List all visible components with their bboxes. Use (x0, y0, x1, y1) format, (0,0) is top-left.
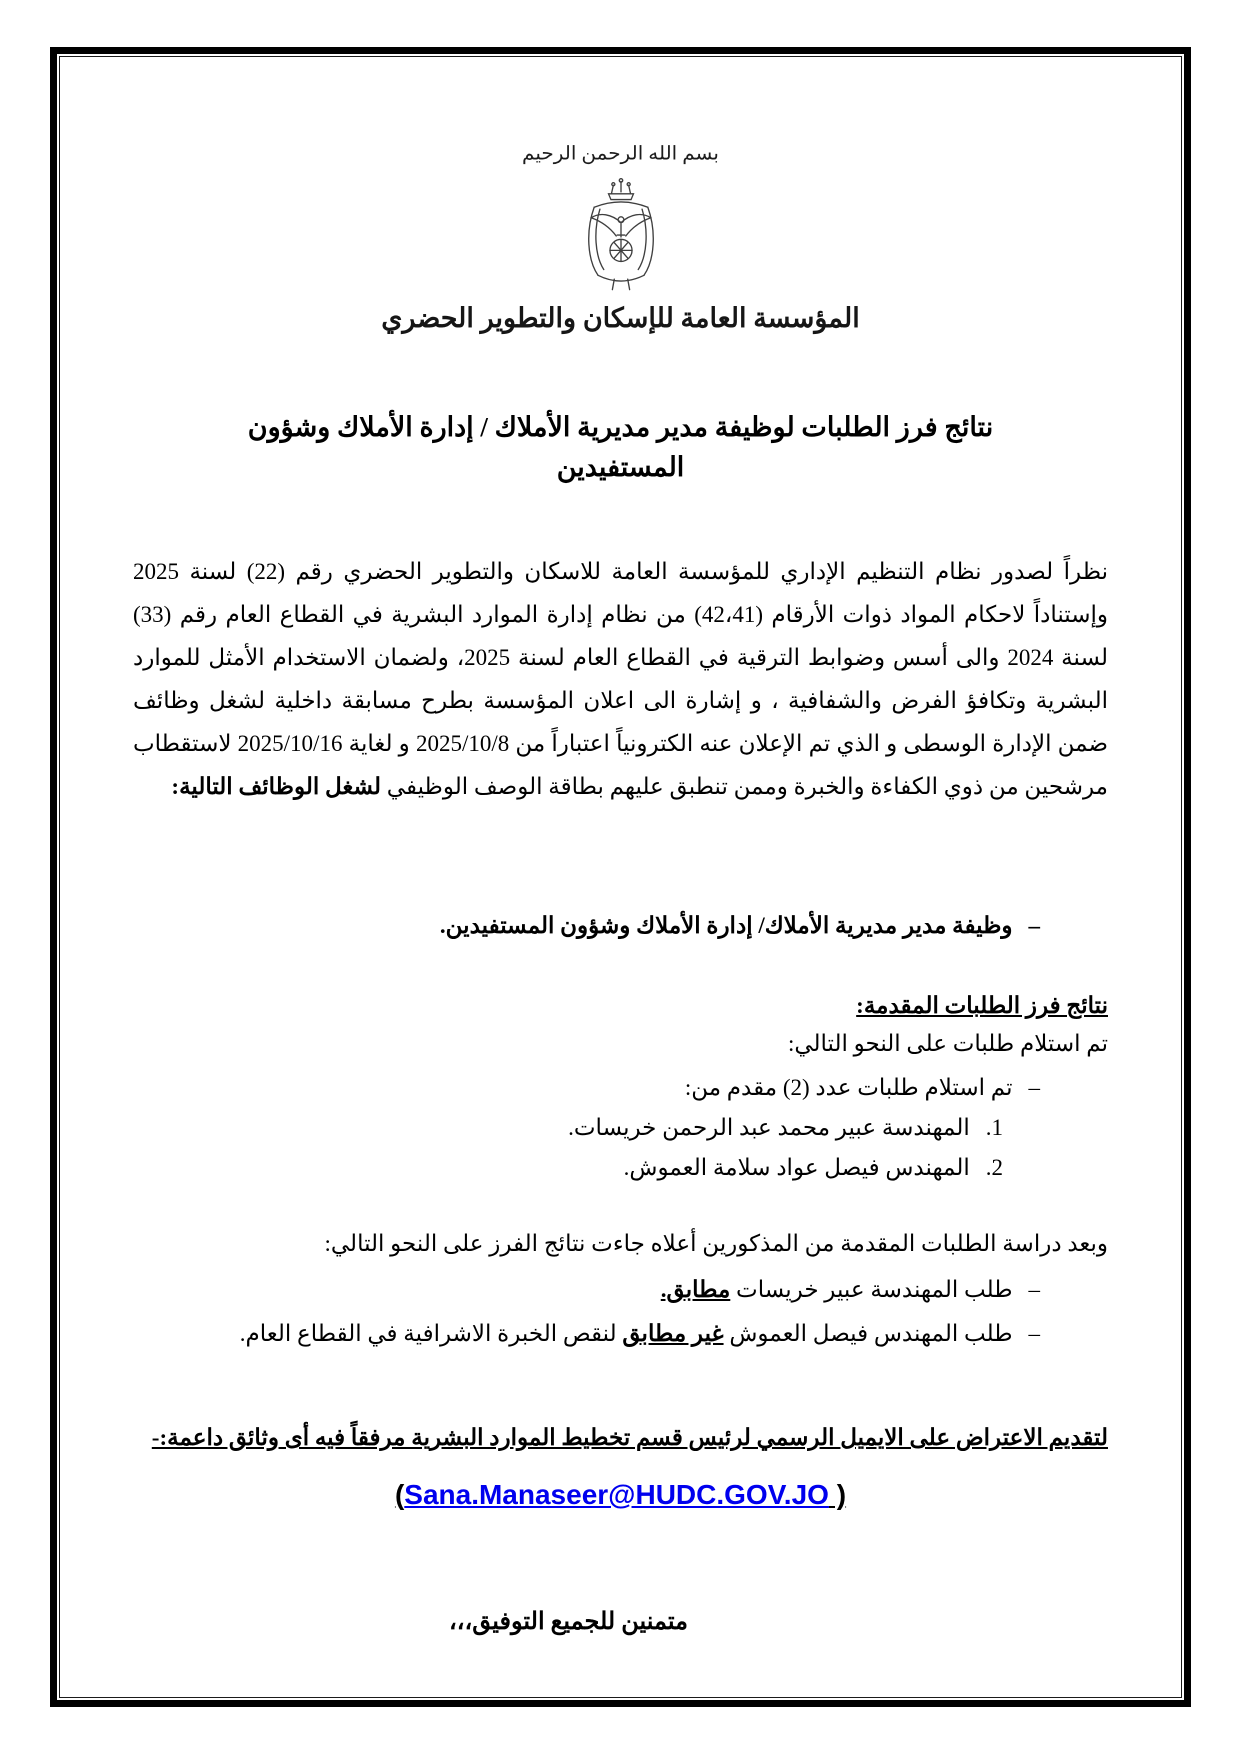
open-paren: ( (394, 1479, 405, 1510)
match-status: مطابق. (660, 1277, 731, 1302)
match-text-pre: طلب المهندسة عبير خريسات (730, 1277, 1013, 1302)
dash-icon: – (1028, 1277, 1040, 1302)
received-line: تم استلام طلبات على النحو التالي: (787, 1031, 1108, 1056)
received-count-line (133, 1075, 1040, 1101)
position-bullet (133, 913, 1040, 939)
intro-paragraph (133, 550, 1108, 808)
list-number: 1. (985, 1115, 1003, 1140)
document-title-line1: نتائج فرز الطلبات لوظيفة مدير مديرية الأملاك / إدارة الأملاك وشؤون (247, 412, 994, 442)
closing-line: متمنين للجميع التوفيق،،، (449, 1609, 688, 1635)
email-line (133, 1479, 1108, 1511)
match-status: غير مطابق (622, 1321, 724, 1346)
intro-bold-tail: لشغل الوظائف التالية: (171, 774, 382, 799)
jordan-coat-of-arms-icon (575, 177, 667, 295)
applicant-name: المهندسة عبير محمد عبد الرحمن خريسات. (568, 1115, 970, 1140)
results-heading: نتائج فرز الطلبات المقدمة: (856, 993, 1108, 1018)
org-name-calligraphy: المؤسسة العامة للإسكان والتطوير الحضري (381, 303, 860, 333)
document-title (133, 407, 1108, 487)
screening-intro: وبعد دراسة الطلبات المقدمة من المذكورين أعلاه جاءت نتائج الفرز على النحو التالي: (324, 1231, 1108, 1256)
applicant-list-item (133, 1155, 1003, 1181)
document-content (58, 55, 1183, 1700)
match-text-post: لنقص الخبرة الاشرافية في القطاع العام. (239, 1321, 623, 1346)
intro-text: نظراً لصدور نظام التنظيم الإداري للمؤسسة العامة للاسكان والتطوير الحضري رقم (22) لسنة 2025 وإستناداً لاحكام المواد ذوات الأرقام (⁦42،41⁩) من نظام إدارة الموارد البشرية في القطاع العام رقم (33) لسنة 2024 والى أسس وضوابط الترقية في القطاع العام لسنة 2025، ولضمان الاستخدام الأمثل للموارد البشرية وتكافؤ الفرض والشفافية ، و إشارة الى اعلان المؤسسة بطرح مسابقة داخلية لشغل وظائف ضمن الإدارة الوسطى و الذي تم الإعلان عنه الكترونياً اعتباراً من ⁦2025/10/8⁩ و لغاية ⁦2025/10/16⁩ لاستقطاب مرشحين من ذوي الكفاءة والخبرة وممن تنطبق عليهم بطاقة الوصف الوظيفي (133, 559, 1108, 799)
received-count-text: تم استلام طلبات عدد (2) مقدم من: (684, 1075, 1013, 1100)
list-number: 2. (985, 1155, 1003, 1180)
position-bullet-text: وظيفة مدير مديرية الأملاك/ إدارة الأملاك وشؤون المستفيدين. (439, 913, 1013, 938)
applicant-name: المهندس فيصل عواد سلامة العموش. (623, 1155, 970, 1180)
applicant-list-item (133, 1115, 1003, 1141)
emblem-container (133, 177, 1108, 300)
dash-icon: – (1028, 1075, 1040, 1100)
email-link[interactable]: Sana.Manaseer@HUDC.GOV.JO (404, 1479, 829, 1510)
match-text-pre: طلب المهندس فيصل العموش (723, 1321, 1013, 1346)
bismillah-calligraphy: بسم الله الرحمن الرحيم (522, 143, 719, 165)
close-paren: ) (828, 1479, 847, 1510)
dash-icon: – (1028, 913, 1040, 938)
objection-notice: لتقديم الاعتراض على الايميل الرسمي لرئيس قسم تخطيط الموارد البشرية مرفقاً فيه أى وثائق داعمة:- (151, 1425, 1108, 1450)
dash-icon: – (1028, 1321, 1040, 1346)
match-result-item (133, 1277, 1040, 1303)
document-title-line2: المستفيدين (556, 452, 685, 482)
match-result-item (133, 1321, 1040, 1347)
